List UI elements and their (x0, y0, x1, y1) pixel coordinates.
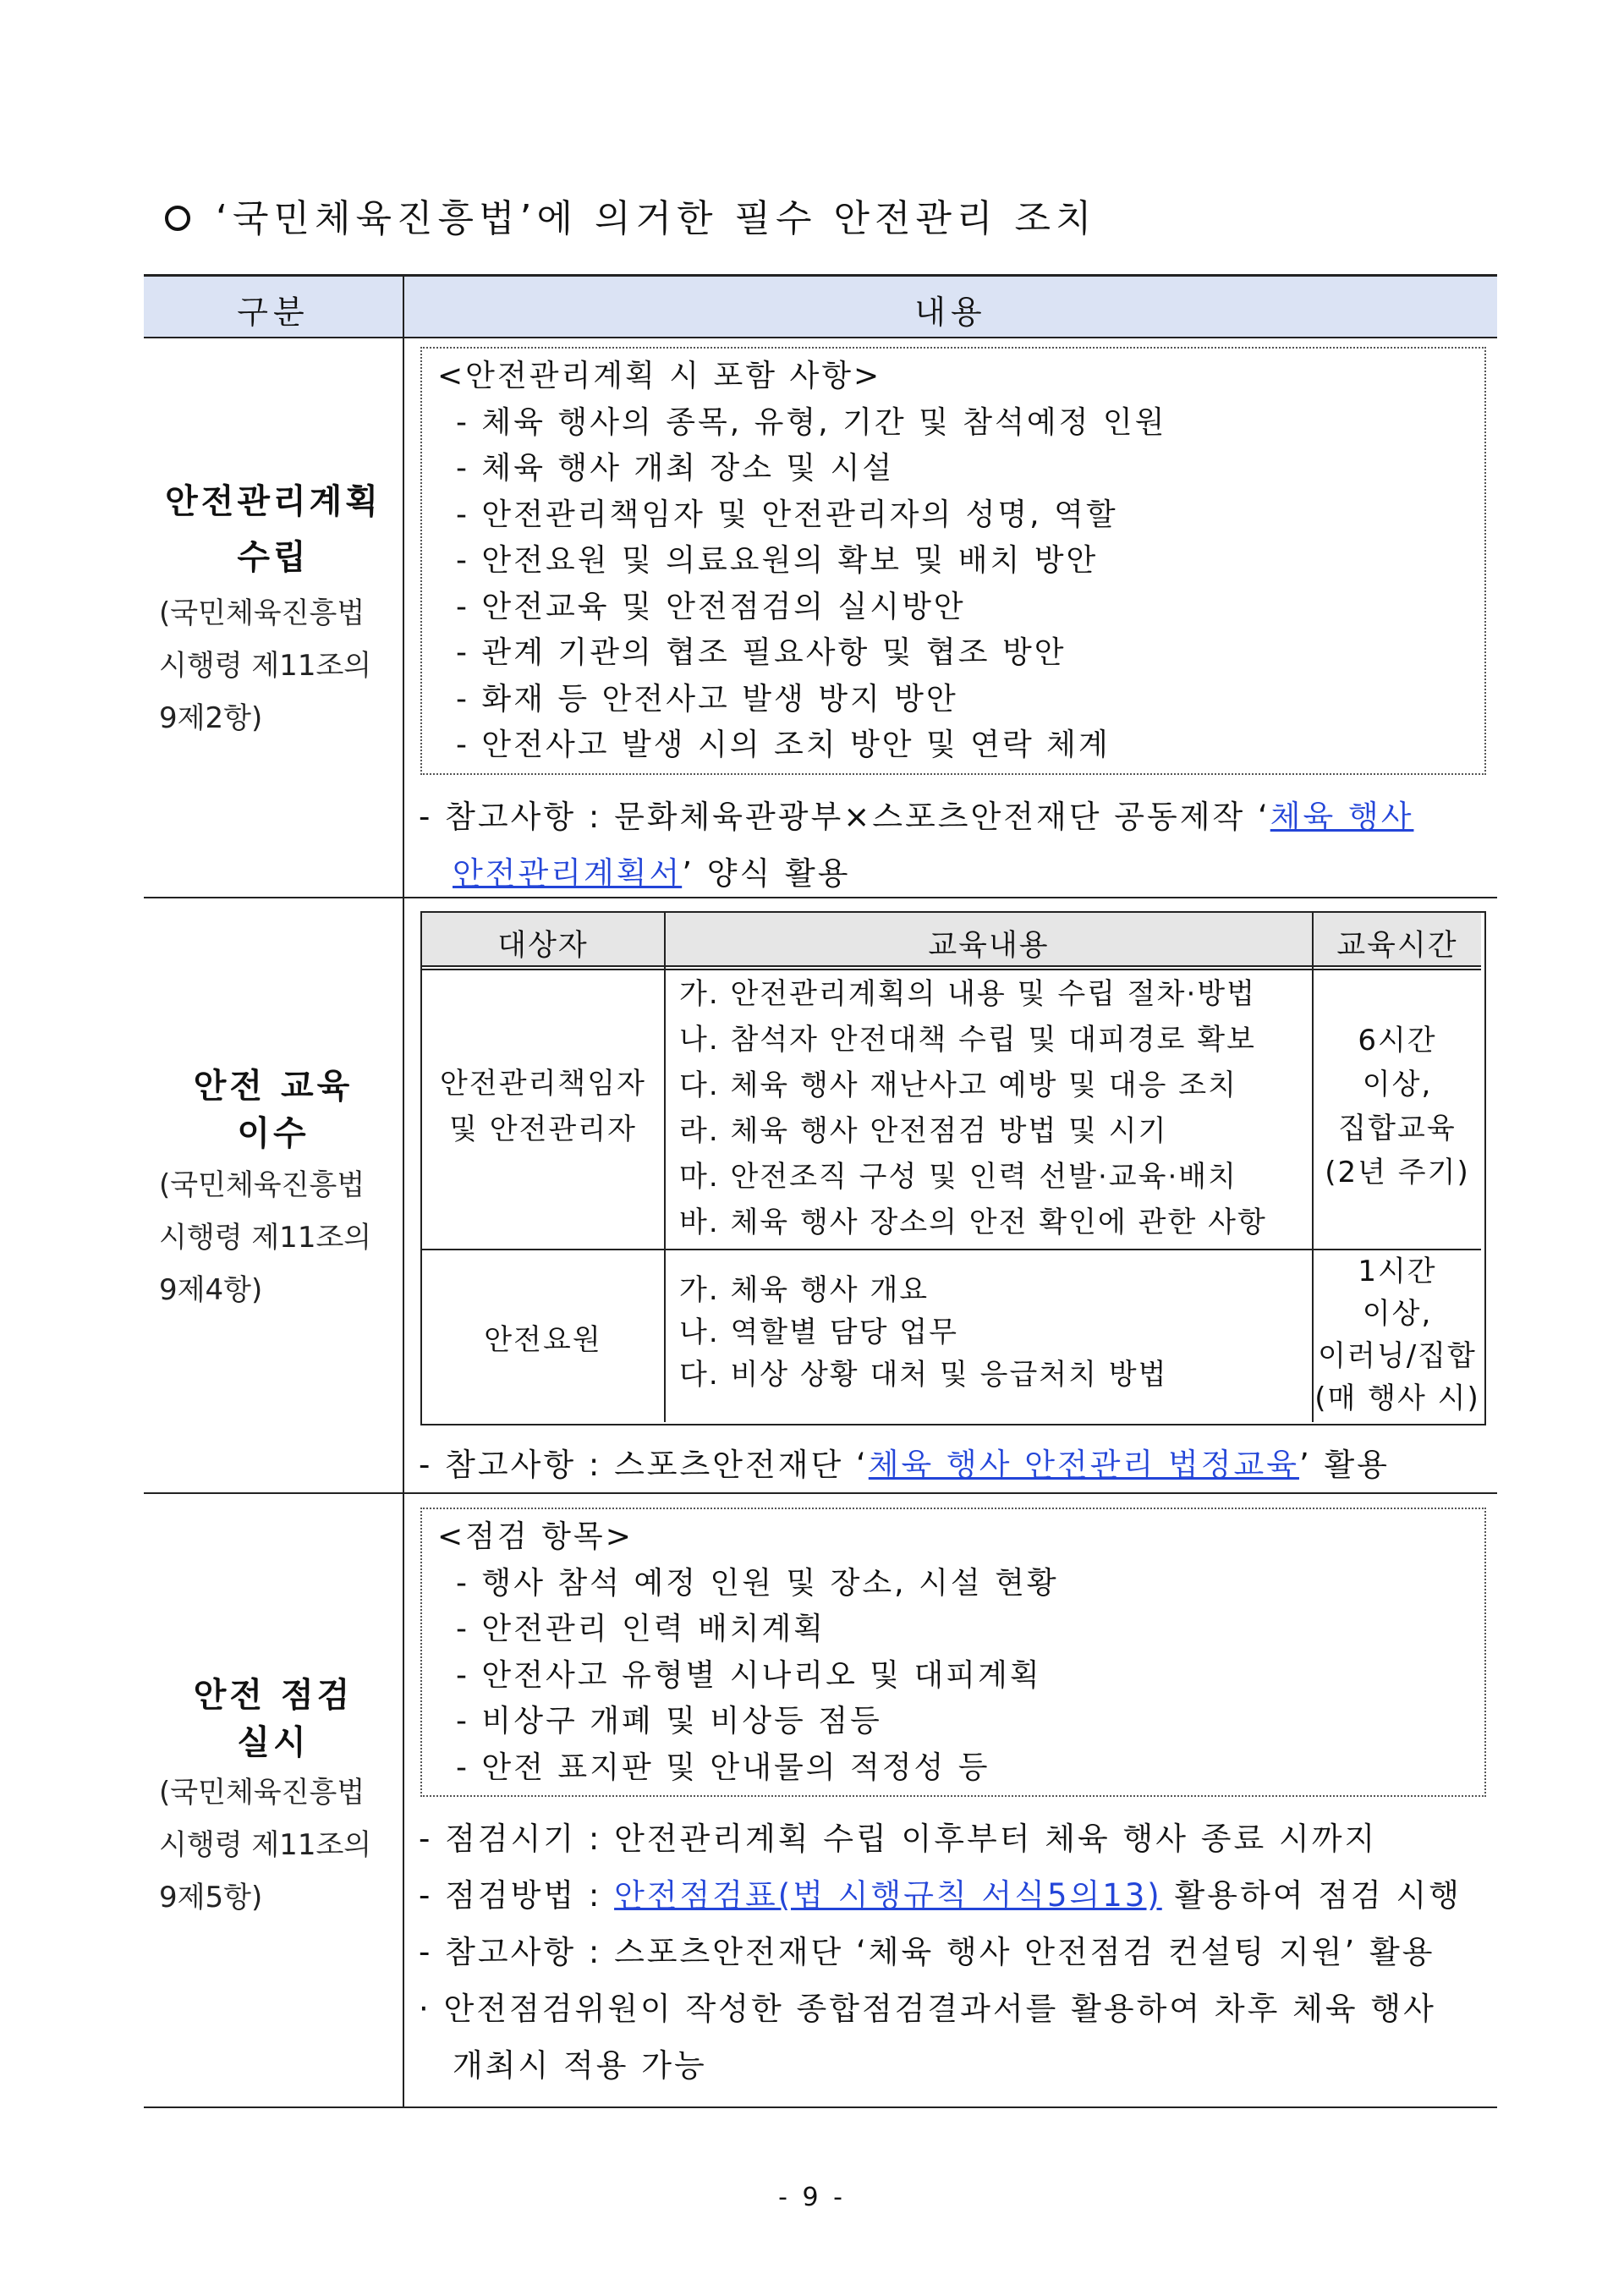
row1-reference-line3: 9제2항) (159, 701, 263, 735)
row1-category (144, 474, 403, 585)
row3-note-method-prefix: - 점검방법 : (419, 1877, 615, 1914)
row3-reference-line1: (국민체육진흥법 (159, 1776, 365, 1810)
row1-category-line2: 수립 (237, 538, 310, 577)
education-time-1 (1314, 1019, 1481, 1195)
row2-note-suffix: ’ 활용 (1298, 1447, 1390, 1483)
education-time-line: 집합교육 (1338, 1112, 1457, 1145)
education-content-line: 나. 참석자 안전대책 수립 및 대피경로 확보 (679, 1023, 1256, 1057)
row1-box-heading: <안전관리계획 시 포함 사항> (437, 359, 882, 393)
list-item: - 체육 행사의 종목, 유형, 기간 및 참석예정 인원 (456, 404, 1167, 440)
row2-category (144, 1063, 403, 1157)
row3-note-method-suffix: 활용하여 점검 시행 (1161, 1877, 1462, 1914)
education-header-target: 대상자 (497, 929, 589, 963)
row1-note-prefix: - 참고사항 : 문화체육관광부×스포츠안전재단 공동제작 ‘ (419, 799, 1270, 835)
list-item: - 행사 참석 예정 인원 및 장소, 시설 현황 (456, 1565, 1059, 1601)
page-title-text: ‘국민체육진흥법’에 의거한 필수 안전관리 조치 (216, 197, 1097, 240)
list-item: - 안전관리 인력 배치계획 (456, 1612, 826, 1646)
table-row (422, 1061, 664, 1152)
row1-reference (159, 587, 371, 744)
row1-reference-line1: (국민체육진흥법 (159, 596, 365, 630)
row3-checklist-box (420, 1508, 1486, 1797)
row3-note-usage-cont: 개최시 적용 가능 (453, 2047, 707, 2084)
row1-note-link-cont[interactable]: 안전관리계획서 (453, 855, 683, 892)
education-content-line: 바. 체육 행사 장소의 안전 확인에 관한 사항 (679, 1206, 1267, 1239)
row1-category-line1: 안전관리계획 (165, 482, 381, 521)
row3-reference-line2: 시행령 제11조의 (159, 1828, 372, 1862)
education-content-2 (679, 1269, 1167, 1396)
row3-notes (419, 1810, 1462, 2094)
row3-category-line2: 실시 (237, 1723, 310, 1762)
education-content-line: 가. 체육 행사 개요 (679, 1273, 930, 1307)
list-item: - 관계 기관의 협조 필요사항 및 협조 방안 (456, 635, 1067, 670)
education-target-line: 안전관리책임자 (440, 1067, 646, 1101)
education-time-line: 이상, (1362, 1068, 1433, 1101)
education-content-line: 마. 안전조직 구성 및 인력 선발·교육·배치 (679, 1160, 1237, 1194)
education-header-border (422, 965, 1481, 967)
education-time-2 (1314, 1250, 1481, 1420)
row3-reference (159, 1766, 371, 1924)
education-content-line: 라. 체육 행사 안전점검 방법 및 시기 (679, 1114, 1168, 1148)
row2-category-line2: 이수 (237, 1114, 310, 1153)
row2-category-line1: 안전 교육 (193, 1067, 354, 1106)
row1-reference-line2: 시행령 제11조의 (159, 649, 372, 683)
education-time-line: 이상, (1362, 1297, 1433, 1331)
row3-note-usage: · 안전점검위원이 작성한 종합점검결과서를 활용하여 차후 체육 행사 (419, 1991, 1436, 2027)
list-item: - 화재 등 안전사고 발생 방지 방안 (456, 681, 958, 717)
row3-note-method-link[interactable]: 안전점검표(법 시행규칙 서식5의13) (614, 1877, 1162, 1914)
education-time-line: 6시간 (1358, 1024, 1437, 1057)
row3-reference-line3: 9제5항) (159, 1881, 263, 1914)
row2-note-link[interactable]: 체육 행사 안전관리 법정교육 (868, 1447, 1299, 1483)
education-header-time: 교육시간 (1336, 929, 1458, 963)
row3-category-line1: 안전 점검 (193, 1676, 354, 1715)
list-item: - 비상구 개폐 및 비상등 점등 (456, 1704, 882, 1738)
row2-note (419, 1436, 1390, 1493)
education-header-content: 교육내용 (928, 929, 1050, 963)
row2-reference-line2: 시행령 제11조의 (159, 1221, 372, 1255)
row1-note (419, 788, 1413, 902)
circle-bullet-icon (165, 206, 190, 231)
education-time-line: (매 행사 시) (1314, 1381, 1480, 1415)
row1-note-suffix: ’ 양식 활용 (682, 855, 851, 892)
header-bottom-border (144, 337, 1497, 338)
list-item: - 체육 행사 개최 장소 및 시설 (456, 451, 895, 486)
education-time-line: 1시간 (1358, 1255, 1437, 1288)
header-category: 구분 (237, 294, 310, 331)
list-item: - 안전관리책임자 및 안전관리자의 성명, 역할 (456, 497, 1118, 532)
row2-reference-line3: 9제4항) (159, 1273, 263, 1307)
row2-reference-line1: (국민체육진흥법 (159, 1168, 365, 1202)
list-item: - 안전 표지판 및 안내물의 적정성 등 (456, 1749, 990, 1785)
education-content-1 (679, 971, 1267, 1245)
education-content-line: 나. 역할별 담당 업무 (679, 1316, 958, 1349)
education-time-line: (2년 주기) (1325, 1156, 1470, 1189)
row1-note-link[interactable]: 체육 행사 (1270, 799, 1414, 835)
education-col-divider-1 (664, 913, 666, 1422)
row2-note-prefix: - 참고사항 : 스포츠안전재단 ‘ (419, 1447, 869, 1483)
list-item: - 안전사고 유형별 시나리오 및 대피계획 (456, 1657, 1042, 1693)
row3-category (144, 1672, 403, 1766)
education-target-staff: 안전요원 (484, 1323, 602, 1357)
row3-note-method (419, 1867, 1462, 1924)
education-time-line: 이러닝/집합 (1318, 1339, 1477, 1373)
header-content: 내용 (914, 294, 987, 331)
row3-note-timing: - 점검시기 : 안전관리계획 수립 이후부터 체육 행사 종료 시까지 (419, 1821, 1378, 1857)
page-title (165, 188, 1097, 242)
row2-reference (159, 1159, 371, 1316)
education-content-line: 가. 안전관리계획의 내용 및 수립 절차·방법 (679, 977, 1256, 1011)
education-target-line: 및 안전관리자 (449, 1112, 637, 1146)
row3-note-reference: - 참고사항 : 스포츠안전재단 ‘체육 행사 안전점검 컨설팅 지원’ 활용 (419, 1934, 1435, 1970)
education-header-border-double (422, 969, 1481, 970)
page-number: - 9 - (778, 2183, 846, 2212)
list-item: - 안전교육 및 안전점검의 실시방안 (456, 589, 966, 624)
row3-box-heading: <점검 항목> (437, 1519, 634, 1554)
table-bottom-border (144, 2106, 1497, 2108)
table-top-border (144, 274, 1497, 277)
education-content-line: 다. 비상 상황 대처 및 응급처치 방법 (679, 1358, 1168, 1392)
list-item: - 안전요원 및 의료요원의 확보 및 배치 방안 (456, 543, 1099, 578)
column-divider (403, 276, 404, 2107)
list-item: - 안전사고 발생 시의 조치 방안 및 연락 체계 (456, 728, 1111, 762)
education-content-line: 다. 체육 행사 재난사고 예방 및 대응 조치 (679, 1068, 1237, 1102)
row1-plan-box (420, 347, 1486, 775)
